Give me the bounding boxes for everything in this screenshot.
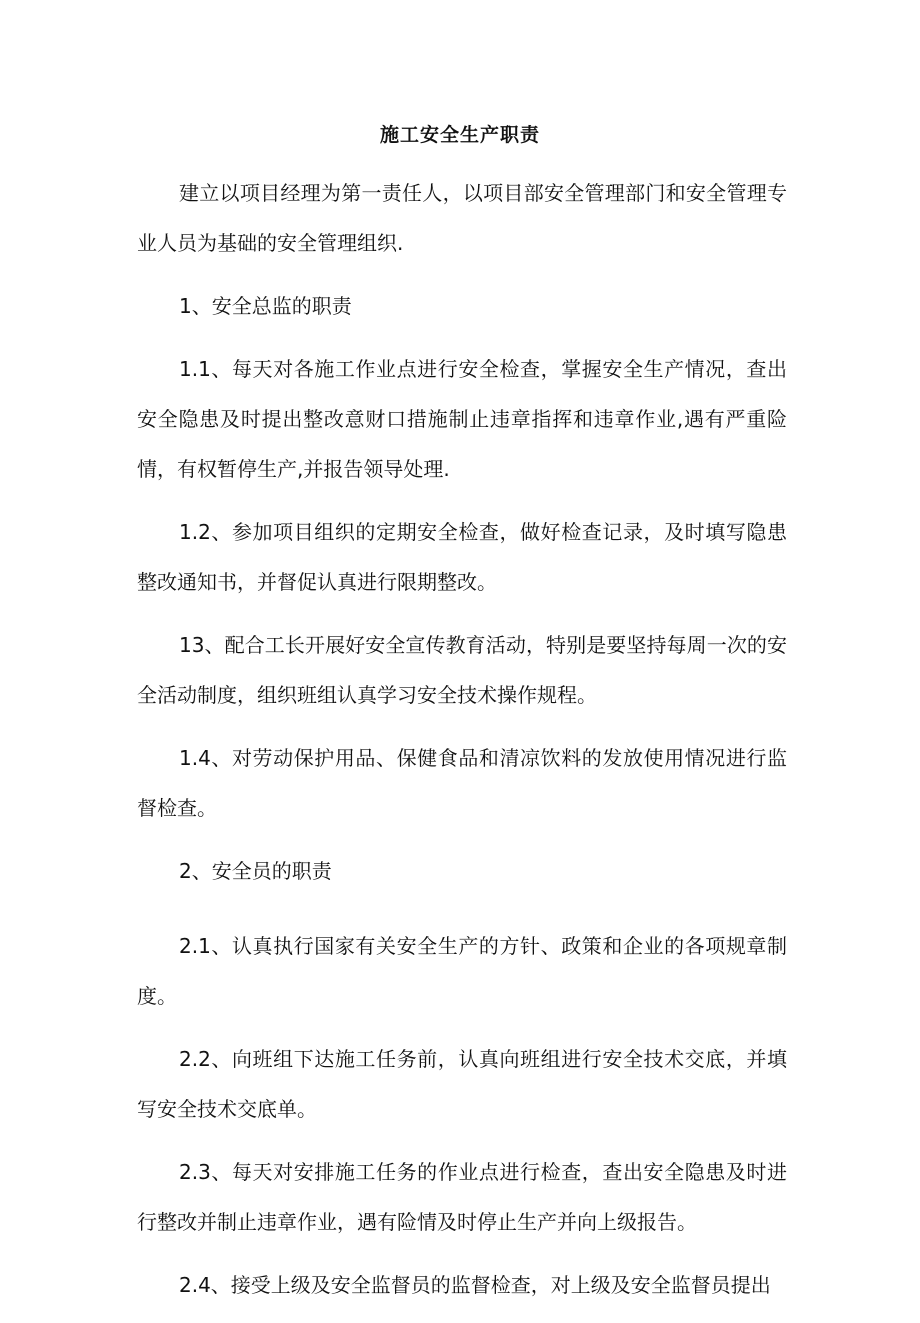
document-body: [137, 168, 787, 1323]
paragraph-1-3: 13、配合工长开展好安全宣传教育活动，特别是要坚持每周一次的安全活动制度，组织班组认真学习安全技术操作规程。: [137, 633, 787, 707]
section-heading-safety-director: 1、安全总监的职责: [179, 294, 352, 318]
paragraph-2-4: 2.4、接受上级及安全监督员的监督检查，对上级及安全监督员提出: [179, 1273, 771, 1297]
paragraph-intro: 建立以项目经理为第一责任人，以项目部安全管理部门和安全管理专业人员为基础的安全管理组织.: [137, 181, 787, 255]
paragraph-2-3: 2.3、每天对安排施工任务的作业点进行检查，查出安全隐患及时进行整改并制止违章作业，遇有险情及时停止生产并向上级报告。: [137, 1160, 787, 1234]
paragraph-2-2: 2.2、向班组下达施工任务前，认真向班组进行安全技术交底，并填写安全技术交底单。: [137, 1047, 787, 1121]
paragraph-1-4: 1.4、对劳动保护用品、保健食品和清凉饮料的发放使用情况进行监督检查。: [137, 746, 787, 820]
paragraph-1-2: 1.2、参加项目组织的定期安全检查，做好检查记录，及时填写隐患整改通知书，并督促认真进行限期整改。: [137, 520, 787, 594]
section-heading-safety-officer: 2、安全员的职责: [179, 859, 332, 883]
paragraph-2-1: 2.1、认真执行国家有关安全生产的方针、政策和企业的各项规章制度。: [137, 934, 787, 1008]
paragraph-1-1: 1.1、每天对各施工作业点进行安全检查，掌握安全生产情况，查出安全隐患及时提出整改意财口措施制止违章指挥和违章作业,遇有严重险情，有权暂停生产,并报告领导处理.: [137, 357, 787, 481]
document-title: 施工安全生产职责: [379, 124, 540, 146]
